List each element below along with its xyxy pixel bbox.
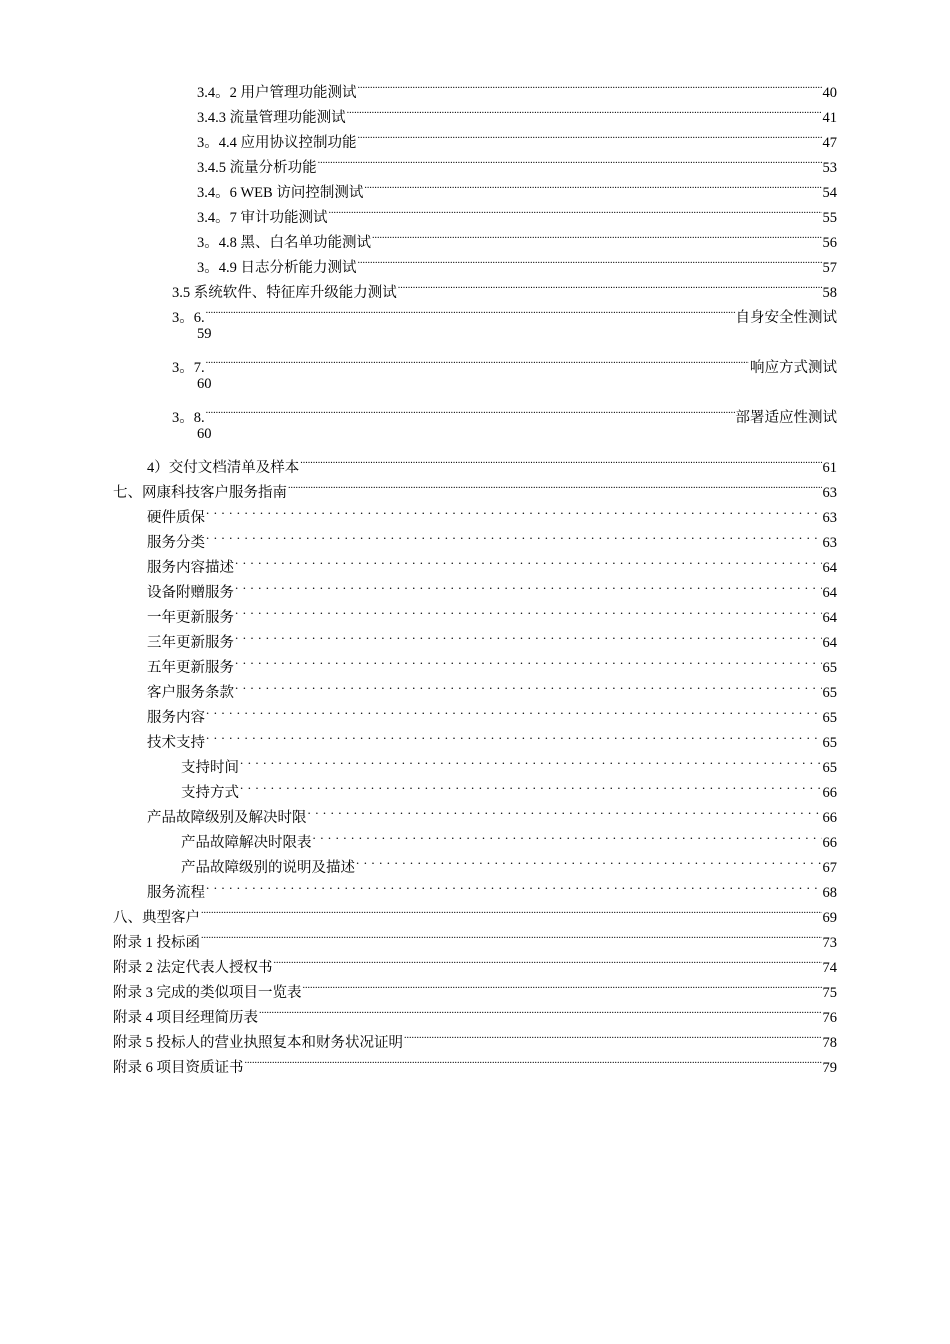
dot-leader bbox=[235, 672, 822, 697]
dot-leader bbox=[206, 397, 735, 422]
toc-entry[interactable] bbox=[0, 922, 950, 951]
toc-page-number: 60 bbox=[197, 426, 212, 442]
toc-entry-title: 自身安全性测试 bbox=[735, 310, 837, 326]
toc-entry[interactable] bbox=[0, 297, 950, 326]
dot-leader bbox=[201, 922, 822, 947]
toc-entry[interactable] bbox=[0, 122, 950, 151]
toc-page-number: 64 bbox=[822, 610, 837, 626]
toc-entry-label: 产品故障级别及解决时限 bbox=[147, 810, 307, 826]
toc-entry-label: 设备附赠服务 bbox=[147, 585, 234, 601]
dot-leader bbox=[303, 972, 822, 997]
dot-leader bbox=[358, 247, 822, 272]
toc-entry-label: 服务内容 bbox=[147, 710, 205, 726]
toc-entry-label: 产品故障解决时限表 bbox=[181, 835, 312, 851]
dot-leader bbox=[235, 647, 822, 672]
toc-entry[interactable] bbox=[0, 872, 950, 901]
toc-page-number: 63 bbox=[822, 510, 837, 526]
toc-page-number: 76 bbox=[822, 1010, 837, 1026]
toc-entry-label: 3.4。7 审计功能测试 bbox=[197, 210, 328, 226]
toc-page-number: 63 bbox=[822, 535, 837, 551]
dot-leader bbox=[259, 997, 822, 1022]
toc-entry-label: 附录 1 投标函 bbox=[113, 935, 200, 951]
dot-leader bbox=[300, 447, 821, 472]
toc-entry[interactable] bbox=[0, 222, 950, 251]
toc-entry-label: 3。7. bbox=[172, 360, 205, 376]
toc-entry-label: 服务流程 bbox=[147, 885, 205, 901]
toc-entry-label: 硬件质保 bbox=[147, 510, 205, 526]
toc-entry[interactable] bbox=[0, 647, 950, 676]
toc-entry-wrap bbox=[0, 372, 950, 397]
toc-entry-label: 三年更新服务 bbox=[147, 635, 234, 651]
toc-entry-label: 客户服务条款 bbox=[147, 685, 234, 701]
toc-page-number: 41 bbox=[822, 110, 837, 126]
toc-entry-label: 3.4.3 流量管理功能测试 bbox=[197, 110, 346, 126]
toc-entry-label: 一年更新服务 bbox=[147, 610, 234, 626]
toc-entry-label: 附录 5 投标人的营业执照复本和财务状况证明 bbox=[113, 1035, 403, 1051]
dot-leader bbox=[404, 1022, 822, 1047]
toc-page-number: 67 bbox=[822, 860, 837, 876]
toc-entry[interactable] bbox=[0, 772, 950, 801]
toc-page-number: 66 bbox=[822, 835, 837, 851]
dot-leader bbox=[274, 947, 822, 972]
dot-leader bbox=[358, 122, 822, 147]
toc-page-number: 64 bbox=[822, 585, 837, 601]
toc-entry[interactable] bbox=[0, 472, 950, 501]
dot-leader bbox=[240, 772, 822, 797]
toc-entry-label: 3。6. bbox=[172, 310, 205, 326]
toc-entry[interactable] bbox=[0, 397, 950, 426]
dot-leader bbox=[235, 547, 822, 572]
toc-page-number: 64 bbox=[822, 635, 837, 651]
toc-entry-label: 八、典型客户 bbox=[113, 910, 200, 926]
toc-page-number: 61 bbox=[822, 460, 837, 476]
dot-leader bbox=[308, 797, 822, 822]
toc-entry-wrap bbox=[0, 322, 950, 347]
toc-page-number: 69 bbox=[822, 910, 837, 926]
toc-entry-label: 技术支持 bbox=[147, 735, 205, 751]
dot-leader bbox=[235, 622, 822, 647]
dot-leader bbox=[201, 897, 822, 922]
dot-leader bbox=[206, 297, 735, 322]
toc-entry-wrap bbox=[0, 422, 950, 447]
dot-leader bbox=[288, 472, 822, 497]
dot-leader bbox=[358, 72, 822, 97]
toc-page-number: 63 bbox=[822, 485, 837, 501]
toc-entry-label: 五年更新服务 bbox=[147, 660, 234, 676]
toc-page-number: 47 bbox=[822, 135, 837, 151]
toc-page-number: 56 bbox=[822, 235, 837, 251]
toc-entry[interactable] bbox=[0, 997, 950, 1026]
dot-leader bbox=[235, 597, 822, 622]
dot-leader bbox=[206, 522, 822, 547]
toc-entry[interactable] bbox=[0, 847, 950, 876]
toc-entry-label: 七、网康科技客户服务指南 bbox=[113, 485, 287, 501]
dot-leader bbox=[372, 222, 822, 247]
dot-leader bbox=[206, 872, 822, 897]
toc-entry-label: 4）交付文档清单及样本 bbox=[147, 460, 300, 476]
toc-entry[interactable] bbox=[0, 572, 950, 601]
dot-leader bbox=[364, 172, 821, 197]
dot-leader bbox=[206, 697, 822, 722]
toc-entry[interactable] bbox=[0, 697, 950, 726]
toc-entry-title: 部署适应性测试 bbox=[735, 410, 837, 426]
dot-leader bbox=[240, 747, 822, 772]
toc-entry[interactable] bbox=[0, 597, 950, 626]
dot-leader bbox=[329, 197, 822, 222]
dot-leader bbox=[318, 147, 822, 172]
toc-page-number: 57 bbox=[822, 260, 837, 276]
toc-entry-label: 附录 2 法定代表人授权书 bbox=[113, 960, 273, 976]
toc-page-number: 60 bbox=[197, 376, 212, 392]
table-of-contents bbox=[0, 72, 950, 1076]
dot-leader bbox=[235, 572, 822, 597]
toc-page-number: 65 bbox=[822, 760, 837, 776]
toc-entry-label: 3。8. bbox=[172, 410, 205, 426]
toc-entry-label: 支持方式 bbox=[181, 785, 239, 801]
toc-page-number: 65 bbox=[822, 660, 837, 676]
toc-page-number: 64 bbox=[822, 560, 837, 576]
toc-entry[interactable] bbox=[0, 72, 950, 101]
toc-page-number: 58 bbox=[822, 285, 837, 301]
toc-entry[interactable] bbox=[0, 947, 950, 976]
toc-entry[interactable] bbox=[0, 447, 950, 476]
toc-entry-label: 服务分类 bbox=[147, 535, 205, 551]
toc-entry[interactable] bbox=[0, 897, 950, 926]
dot-leader bbox=[313, 822, 822, 847]
toc-entry-label: 支持时间 bbox=[181, 760, 239, 776]
toc-page-number: 78 bbox=[822, 1035, 837, 1051]
toc-entry[interactable] bbox=[0, 972, 950, 1001]
toc-page-number: 79 bbox=[822, 1060, 837, 1076]
dot-leader bbox=[206, 347, 749, 372]
toc-entry-label: 3.4.5 流量分析功能 bbox=[197, 160, 317, 176]
toc-entry-label: 附录 6 项目资质证书 bbox=[113, 1060, 244, 1076]
toc-entry[interactable] bbox=[0, 547, 950, 576]
toc-page-number: 66 bbox=[822, 785, 837, 801]
toc-entry-label: 3。4.4 应用协议控制功能 bbox=[197, 135, 357, 151]
toc-page-number: 55 bbox=[822, 210, 837, 226]
toc-entry-label: 3。4.9 日志分析能力测试 bbox=[197, 260, 357, 276]
toc-entry[interactable] bbox=[0, 747, 950, 776]
toc-page-number: 59 bbox=[197, 326, 212, 342]
toc-page-number: 53 bbox=[822, 160, 837, 176]
toc-page-number: 75 bbox=[822, 985, 837, 1001]
toc-page-number: 66 bbox=[822, 810, 837, 826]
toc-page-number: 68 bbox=[822, 885, 837, 901]
toc-entry[interactable] bbox=[0, 1022, 950, 1051]
toc-entry-label: 服务内容描述 bbox=[147, 560, 234, 576]
toc-entry-label: 3。4.8 黑、白名单功能测试 bbox=[197, 235, 371, 251]
dot-leader bbox=[245, 1047, 822, 1072]
toc-page-number: 40 bbox=[822, 85, 837, 101]
toc-page-number: 65 bbox=[822, 735, 837, 751]
toc-entry[interactable] bbox=[0, 272, 950, 301]
toc-entry[interactable] bbox=[0, 247, 950, 276]
toc-page-number: 65 bbox=[822, 710, 837, 726]
dot-leader bbox=[206, 497, 822, 522]
toc-entry[interactable] bbox=[0, 672, 950, 701]
toc-entry[interactable] bbox=[0, 722, 950, 751]
dot-leader bbox=[398, 272, 822, 297]
toc-entry-label: 产品故障级别的说明及描述 bbox=[181, 860, 355, 876]
toc-page-number: 65 bbox=[822, 685, 837, 701]
toc-entry-label: 3.5 系统软件、特征库升级能力测试 bbox=[172, 285, 397, 301]
toc-page-number: 73 bbox=[822, 935, 837, 951]
dot-leader bbox=[206, 722, 822, 747]
toc-entry[interactable] bbox=[0, 497, 950, 526]
toc-page-number: 74 bbox=[822, 960, 837, 976]
toc-entry[interactable] bbox=[0, 522, 950, 551]
toc-entry[interactable] bbox=[0, 97, 950, 126]
toc-entry[interactable] bbox=[0, 172, 950, 201]
toc-entry[interactable] bbox=[0, 1047, 950, 1076]
toc-entry-label: 附录 3 完成的类似项目一览表 bbox=[113, 985, 302, 1001]
toc-entry-label: 3.4。6 WEB 访问控制测试 bbox=[197, 185, 364, 201]
toc-entry[interactable] bbox=[0, 197, 950, 226]
toc-page-number: 54 bbox=[822, 185, 837, 201]
toc-entry[interactable] bbox=[0, 797, 950, 826]
toc-entry[interactable] bbox=[0, 347, 950, 376]
dot-leader bbox=[347, 97, 822, 122]
toc-entry-label: 3.4。2 用户管理功能测试 bbox=[197, 85, 357, 101]
dot-leader bbox=[356, 847, 822, 872]
toc-entry[interactable] bbox=[0, 622, 950, 651]
toc-entry-label: 附录 4 项目经理简历表 bbox=[113, 1010, 258, 1026]
toc-entry[interactable] bbox=[0, 147, 950, 176]
toc-entry[interactable] bbox=[0, 822, 950, 851]
toc-entry-title: 响应方式测试 bbox=[750, 360, 837, 376]
